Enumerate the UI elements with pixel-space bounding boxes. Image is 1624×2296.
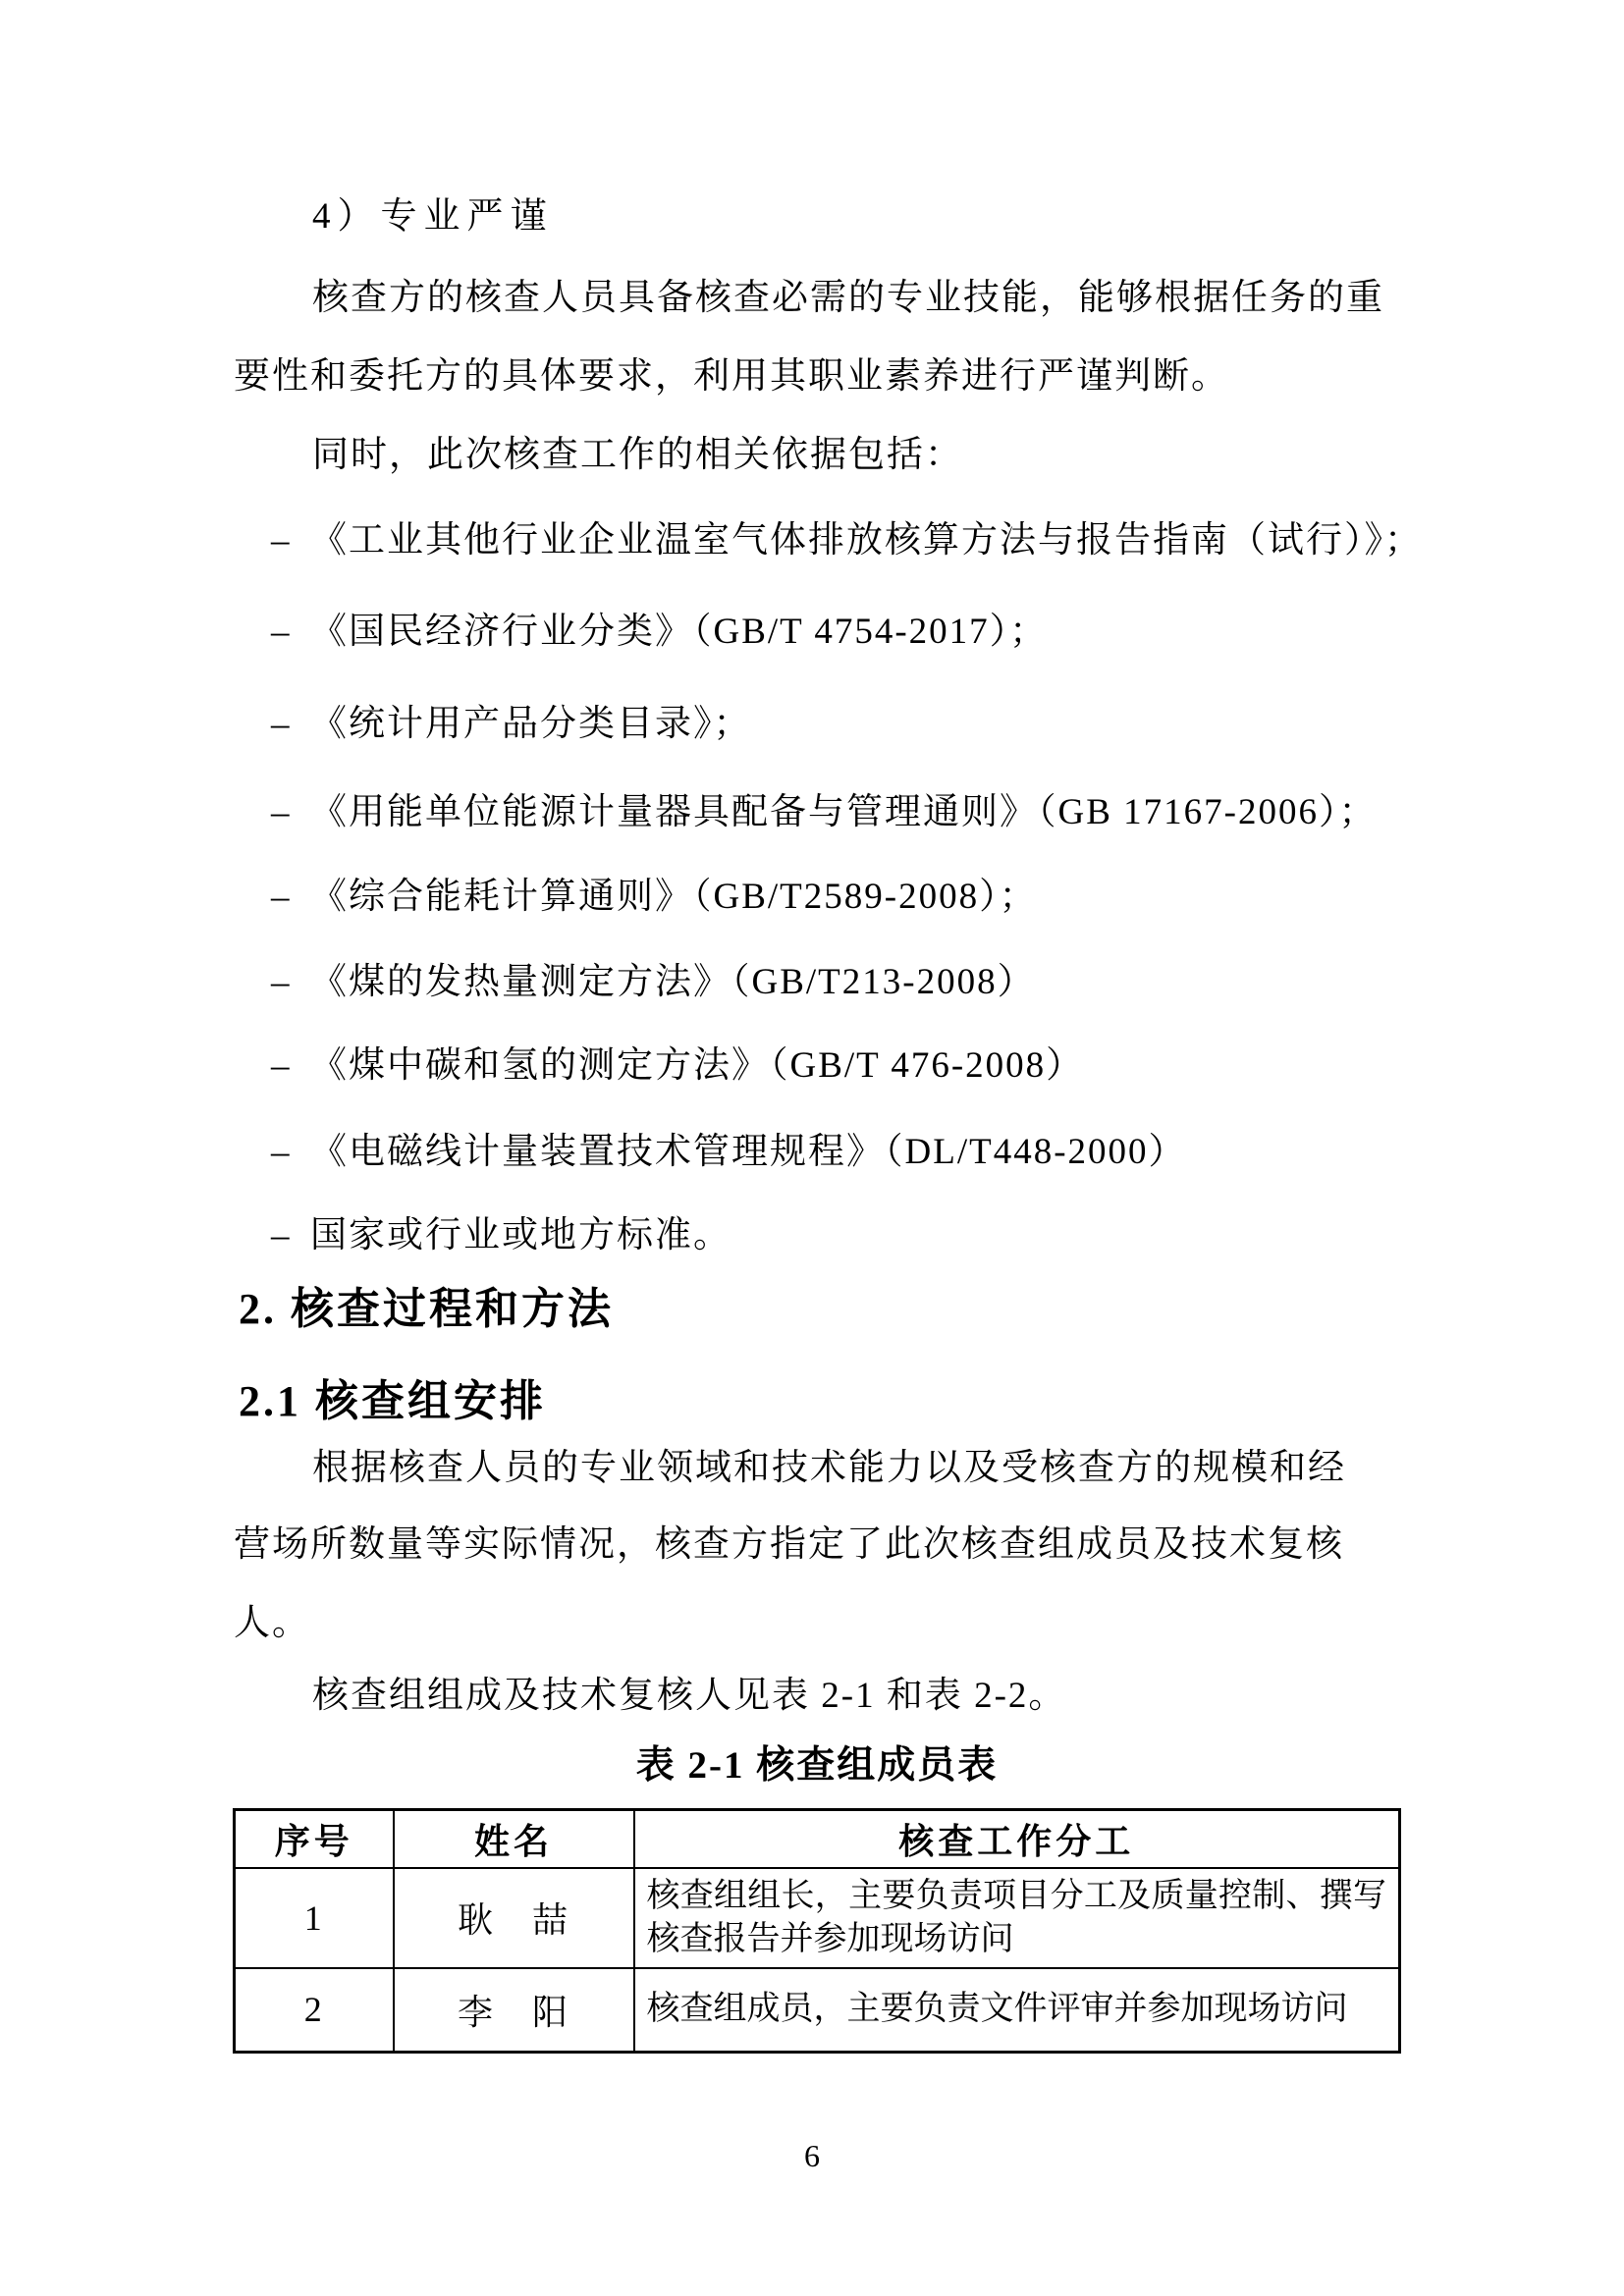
cell-row2-duty: 核查组成员，主要负责文件评审并参加现场访问 <box>634 1968 1400 2053</box>
dash-marker: – <box>271 612 290 652</box>
paragraph-basis-intro: 同时，此次核查工作的相关依据包括： <box>312 435 963 475</box>
reference-item <box>271 876 1038 919</box>
reference-item <box>271 611 1048 654</box>
dash-marker: – <box>271 1132 290 1172</box>
dash-marker: – <box>271 877 290 917</box>
paragraph-arrangement-line-3: 人。 <box>234 1603 310 1643</box>
verification-team-table <box>233 1808 1401 2054</box>
paragraph-table-reference: 核查组组成及技术复核人见表 2-1 和表 2-2。 <box>312 1676 1067 1716</box>
reference-item <box>271 703 752 746</box>
cell-row2-name: 李 阳 <box>394 1968 634 2053</box>
table-header-row <box>235 1810 1400 1868</box>
reference-text: 《工业其他行业企业温室气体排放核算方法与报告指南（试行）》； <box>310 520 1423 561</box>
cell-row2-no: 2 <box>235 1968 394 2053</box>
table-row <box>235 1868 1400 1968</box>
section-2-1-heading: 2.1 核查组安排 <box>239 1377 546 1425</box>
page-number: 6 <box>804 2138 820 2173</box>
cell-row1-no: 1 <box>235 1868 394 1968</box>
section-2-heading: 2. 核查过程和方法 <box>239 1285 614 1333</box>
paragraph-professionalism-line-2: 要性和委托方的具体要求，利用其职业素养进行严谨判断。 <box>234 356 1229 397</box>
column-header-name: 姓名 <box>394 1810 634 1868</box>
paragraph-arrangement-line-2: 营场所数量等实际情况，核查方指定了此次核查组成员及技术复核 <box>234 1524 1344 1565</box>
dash-marker: – <box>271 962 290 1002</box>
column-header-duty: 核查工作分工 <box>634 1810 1400 1868</box>
reference-item <box>271 1044 1084 1088</box>
reference-item <box>271 961 1036 1004</box>
table-2-1-title: 表 2-1 核查组成员表 <box>635 1744 999 1787</box>
paragraph-professionalism-line-1: 核查方的核查人员具备核查必需的专业技能，能够根据任务的重 <box>312 278 1384 318</box>
reference-item <box>271 519 1423 562</box>
dash-marker: – <box>271 1045 290 1086</box>
paragraph-arrangement-line-1: 根据核查人员的专业领域和技术能力以及受核查方的规模和经 <box>312 1448 1346 1488</box>
dash-marker: – <box>271 520 290 561</box>
dash-marker: – <box>271 704 290 744</box>
reference-text: 《电磁线计量装置技术管理规程》（DL/T448-2000） <box>310 1132 1187 1172</box>
reference-item <box>271 791 1377 834</box>
reference-text: 《综合能耗计算通则》（GB/T2589-2008）； <box>310 877 1038 917</box>
reference-text: 国家或行业或地方标准。 <box>310 1215 731 1255</box>
reference-item <box>271 1131 1187 1174</box>
subheading-professional-rigor: 4）专业严谨 <box>312 196 554 237</box>
reference-text: 《用能单位能源计量器具配备与管理通则》（GB 17167-2006）； <box>310 792 1378 832</box>
reference-text: 《煤中碳和氢的测定方法》（GB/T 476-2008） <box>310 1045 1085 1086</box>
table-row <box>235 1968 1400 2053</box>
cell-row1-duty: 核查组组长，主要负责项目分工及质量控制、撰写核查报告并参加现场访问 <box>634 1868 1400 1968</box>
reference-text: 《统计用产品分类目录》； <box>310 704 752 744</box>
column-header-no: 序号 <box>235 1810 394 1868</box>
cell-row1-name: 耿 喆 <box>394 1868 634 1968</box>
reference-text: 《煤的发热量测定方法》（GB/T213-2008） <box>310 962 1036 1002</box>
dash-marker: – <box>271 792 290 832</box>
dash-marker: – <box>271 1215 290 1255</box>
reference-item <box>271 1214 731 1257</box>
reference-text: 《国民经济行业分类》（GB/T 4754-2017）； <box>310 612 1049 652</box>
